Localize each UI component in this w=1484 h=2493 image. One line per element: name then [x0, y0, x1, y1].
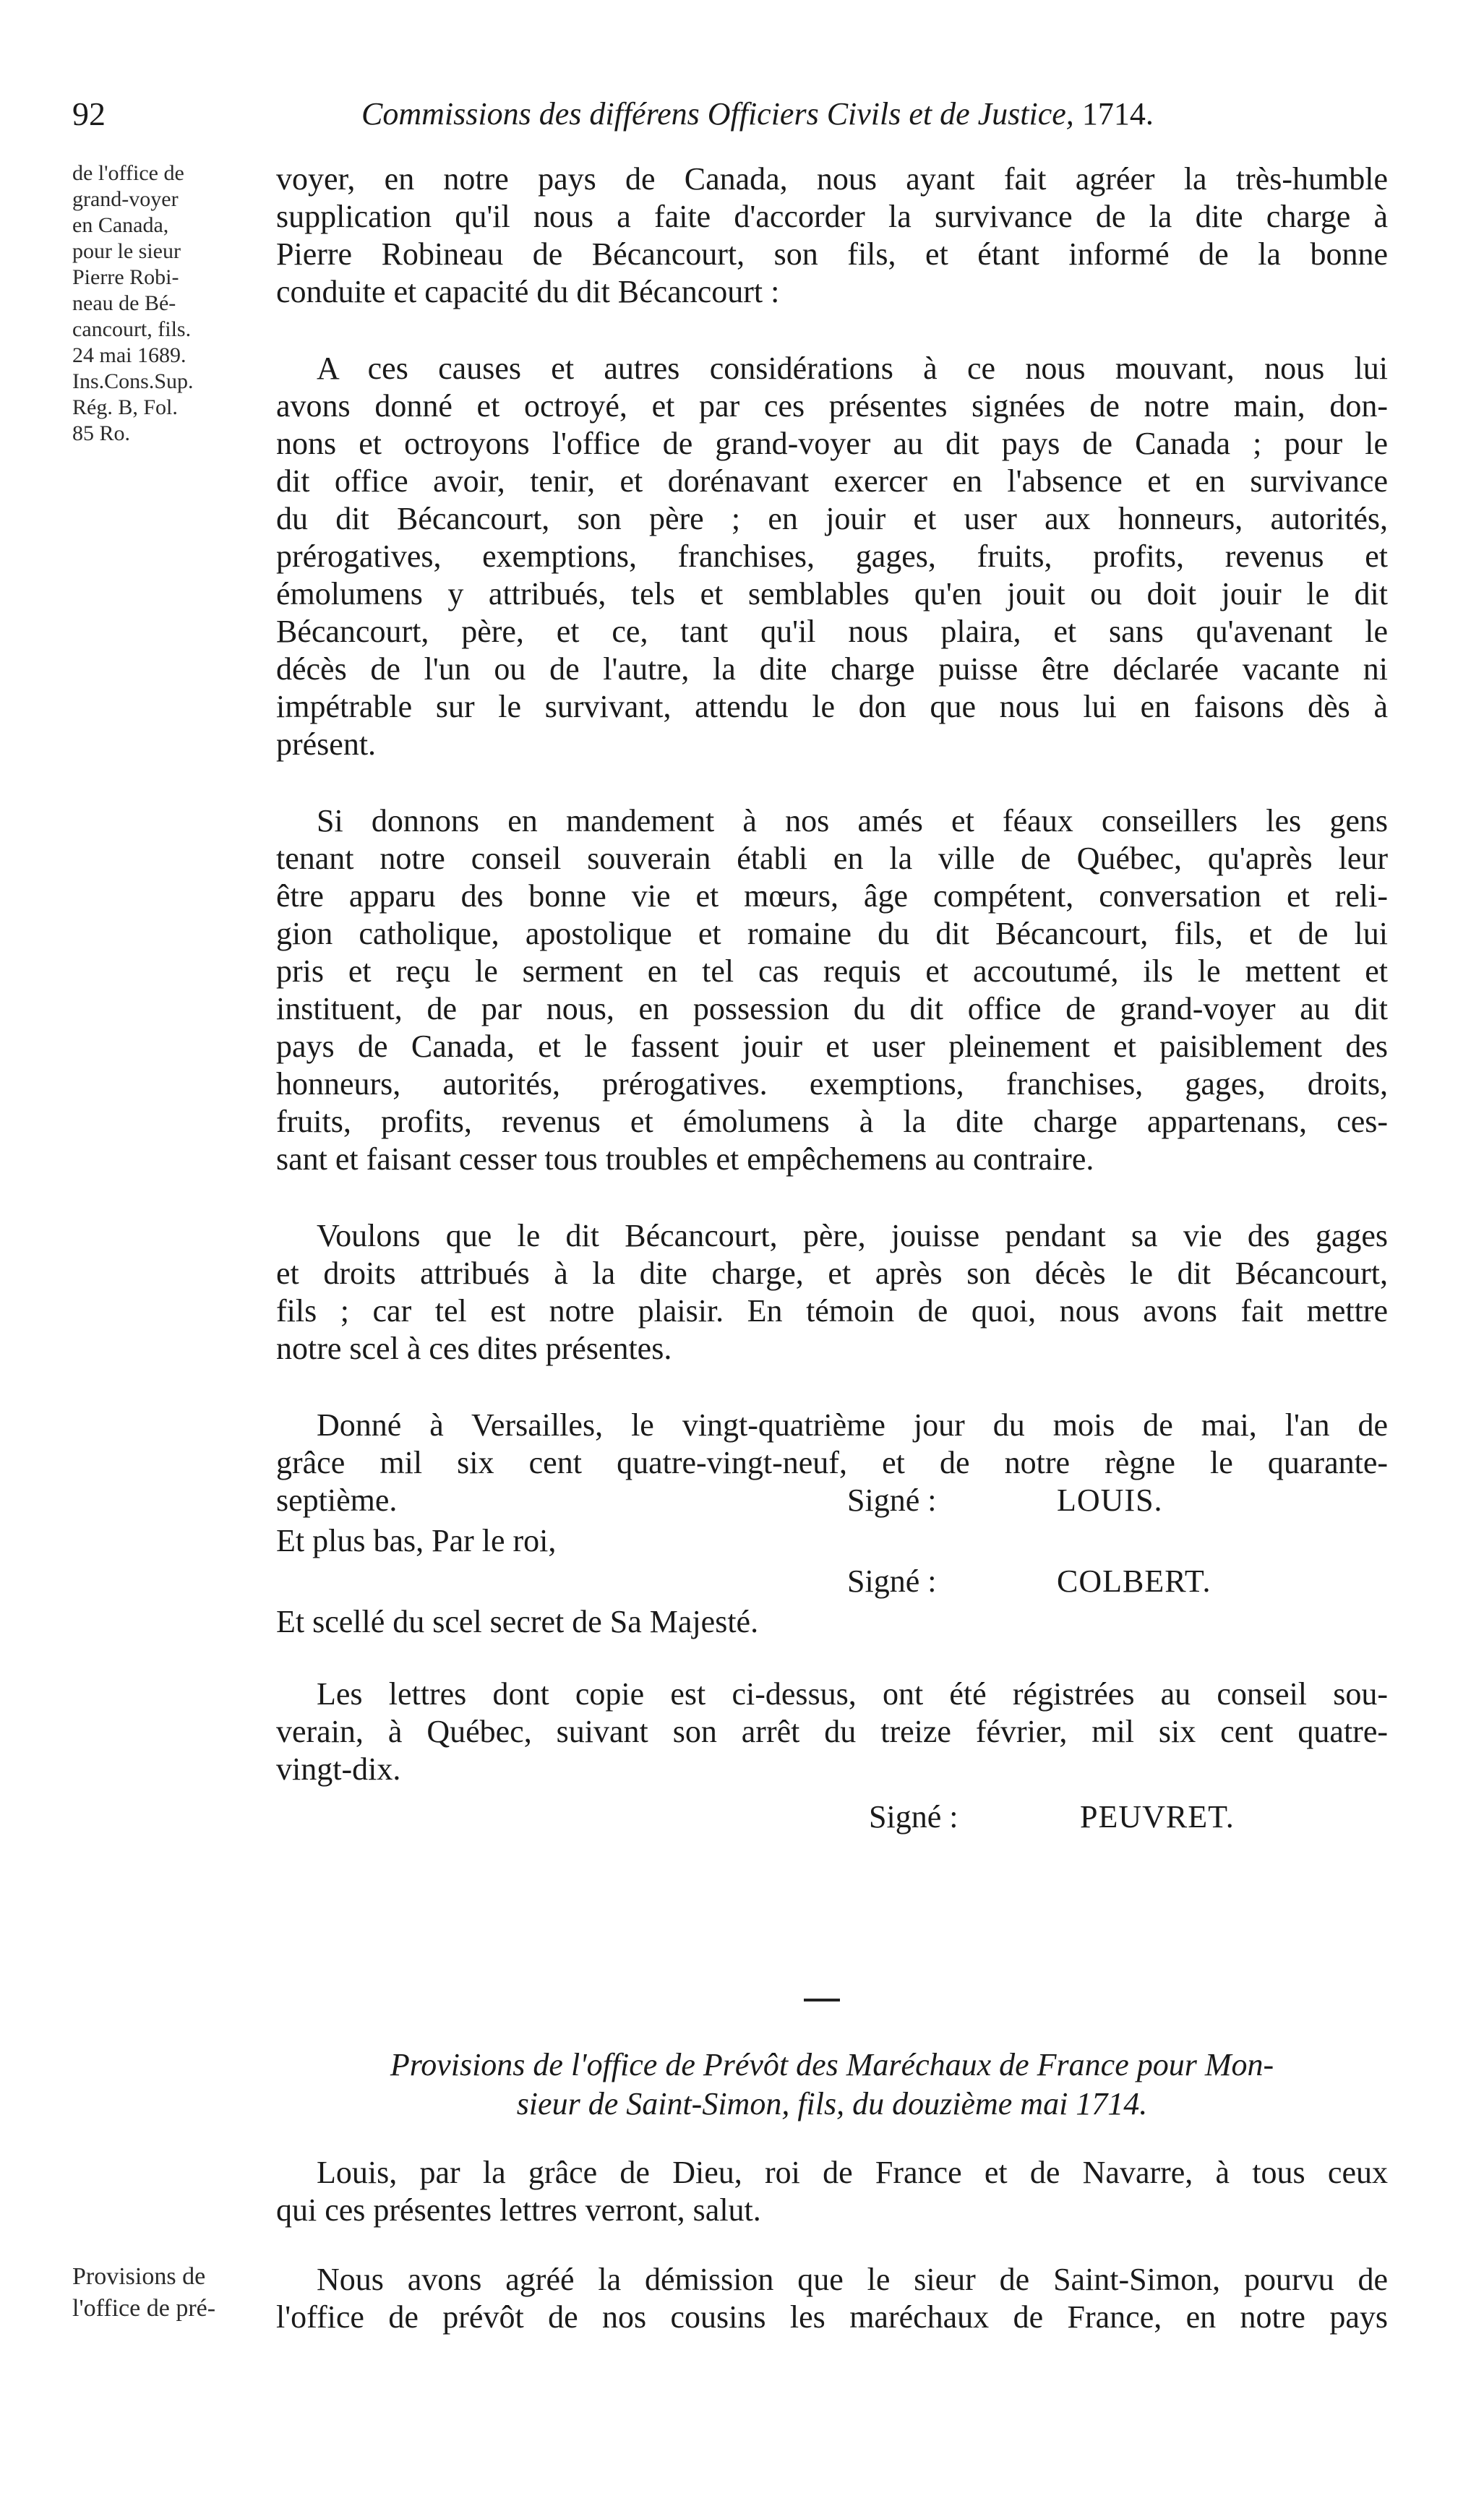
running-title-text: Commissions des différens Officiers Civils et de Justice,	[361, 96, 1074, 132]
text-line: verain, à Québec, suivant son arrêt du treize février, mil six cent quatre-	[276, 1714, 1388, 1749]
text-line: émolumens y attribués, tels et semblables qu'en jouit ou doit jouir le dit	[276, 576, 1388, 612]
text-line: et droits attribués à la dite charge, et après son décès le dit Bécancourt,	[276, 1256, 1388, 1291]
text-line: Les lettres dont copie est ci-dessus, ont été régistrées au conseil sou-	[317, 1676, 1388, 1712]
par-le-roi-line	[276, 1522, 1388, 1563]
text-line: dit office avoir, tenir, et dorénavant exercer en l'absence et en survivance	[276, 463, 1388, 499]
text-line: avons donné et octroyé, et par ces présentes signées de notre main, don-	[276, 388, 1388, 424]
paragraph-si-donnons	[276, 802, 1388, 1178]
text-line: gion catholique, apostolique et romaine du dit Bécancourt, fils, et de lui	[276, 916, 1388, 951]
text-line: fruits, profits, revenus et émolumens à la dite charge appartenans, ces-	[276, 1104, 1388, 1139]
signature-block	[276, 1482, 1388, 1644]
signature-name-peuvret: PEUVRET.	[1080, 1799, 1235, 1835]
text-line: notre scel à ces dites présentes.	[276, 1331, 672, 1366]
signature-label: Signé :	[847, 1483, 937, 1518]
text-line: A ces causes et autres considérations à ce nous mouvant, nous lui	[317, 351, 1388, 386]
page-number: 92	[72, 95, 106, 132]
text-line: fils ; car tel est notre plaisir. En témoin de quoi, nous avons fait mettre	[276, 1293, 1388, 1329]
text-line: septième.	[276, 1483, 398, 1518]
section-title	[276, 2046, 1388, 2124]
margin-note-line: 85 Ro.	[72, 421, 131, 445]
margin-note-line: Ins.Cons.Sup.	[72, 369, 194, 393]
text-line: honneurs, autorités, prérogatives. exemptions, franchises, gages, droits,	[276, 1066, 1388, 1102]
text-line: présent.	[276, 726, 377, 762]
text-line: tenant notre conseil souverain établi en la ville de Québec, qu'après leur	[276, 841, 1388, 876]
margin-note-line: Provisions de	[72, 2263, 206, 2290]
signature-line-louis	[276, 1482, 1388, 1522]
text-line: voyer, en notre pays de Canada, nous ayant fait agréer la très-humble	[276, 161, 1388, 197]
text-line: pris et reçu le serment en tel cas requis et accoutumé, ils le mettent et	[276, 953, 1388, 989]
text-line: qui ces présentes lettres verront, salut.	[276, 2192, 761, 2228]
text-line: Donné à Versailles, le vingt-quatrième jour du mois de mai, l'an de	[317, 1407, 1388, 1443]
running-title-year: 1714.	[1081, 96, 1154, 132]
text-line: du dit Bécancourt, son père ; en jouir et user aux honneurs, autorités,	[276, 501, 1388, 536]
scelle-text: Et scellé du scel secret de Sa Majesté.	[276, 1604, 759, 1639]
text-line: pays de Canada, et le fassent jouir et user pleinement et paisiblement des	[276, 1029, 1388, 1064]
final-column	[276, 2261, 1388, 2375]
running-title	[361, 93, 1154, 136]
paragraph-voulons	[276, 1217, 1388, 1368]
margin-note-line: 24 mai 1689.	[72, 343, 186, 367]
text-line: impétrable sur le survivant, attendu le don que nous lui en faisons dès à	[276, 689, 1388, 724]
signature-line-colbert	[276, 1563, 1388, 1603]
text-line: l'office de prévôt de nos cousins les maréchaux de France, en notre pays	[276, 2299, 1388, 2335]
margin-note-line: neau de Bé-	[72, 291, 176, 315]
paragraph-salutation	[276, 2154, 1388, 2229]
section-title-line: sieur de Saint-Simon, fils, du douzième mai 1714.	[516, 2086, 1148, 2121]
text-line: vingt-dix.	[276, 1751, 401, 1787]
scelle-line	[276, 1603, 1388, 1644]
signature-line-peuvret	[276, 1798, 1388, 1839]
text-line: décès de l'un ou de l'autre, la dite charge puisse être déclarée vacante ni	[276, 651, 1388, 687]
signature-name-colbert: COLBERT.	[1057, 1563, 1211, 1599]
margin-note-first	[72, 160, 275, 447]
text-line: sant et faisant cesser tous troubles et empêchemens au contraire.	[276, 1141, 1094, 1177]
margin-note-line: Rég. B, Fol.	[72, 395, 178, 419]
signature-label: Signé :	[869, 1799, 958, 1835]
section-title-line: Provisions de l'office de Prévôt des Maréchaux de France pour Mon-	[390, 2047, 1274, 2082]
text-line: grâce mil six cent quatre-vingt-neuf, et de notre règne le quarante-	[276, 1445, 1388, 1480]
salutation-column	[276, 2154, 1388, 2268]
text-line: conduite et capacité du dit Bécancourt :	[276, 274, 780, 309]
text-line: Voulons que le dit Bécancourt, père, jouisse pendant sa vie des gages	[317, 1218, 1388, 1253]
paragraph-continuation	[276, 160, 1388, 311]
text-line: Si donnons en mandement à nos amés et féaux conseillers les gens	[317, 803, 1388, 838]
text-line: nons et octroyons l'office de grand-voyer au dit pays de Canada ; pour le	[276, 426, 1388, 461]
signature-block-peuvret	[276, 1798, 1388, 1839]
text-line: Pierre Robineau de Bécancourt, son fils, et étant informé de la bonne	[276, 236, 1388, 272]
margin-note-line: l'office de pré-	[72, 2295, 216, 2322]
margin-note-line: cancourt, fils.	[72, 317, 192, 341]
signature-label: Signé :	[847, 1563, 937, 1599]
text-line: prérogatives, exemptions, franchises, gages, fruits, profits, revenus et	[276, 538, 1388, 574]
paragraph-registration	[276, 1675, 1388, 1788]
text-line: supplication qu'il nous a faite d'accorder la survivance de la dite charge à	[276, 199, 1388, 234]
paragraph-nous-avons-agree	[276, 2261, 1388, 2336]
margin-note-line: en Canada,	[72, 213, 169, 237]
text-line: Louis, par la grâce de Dieu, roi de France et de Navarre, à tous ceux	[317, 2155, 1388, 2190]
signature-name-louis: LOUIS.	[1057, 1483, 1163, 1518]
margin-note-line: de l'office de	[72, 161, 184, 185]
text-line: Nous avons agréé la démission que le sieur de Saint-Simon, pourvu de	[317, 2262, 1388, 2297]
page-header	[72, 93, 1373, 143]
main-text-column	[276, 160, 1388, 1558]
text-line: être apparu des bonne vie et mœurs, âge compétent, conversation et reli-	[276, 878, 1388, 914]
margin-note-line: Pierre Robi-	[72, 265, 179, 289]
margin-note-line: grand-voyer	[72, 187, 179, 211]
text-line: Bécancourt, père, et ce, tant qu'il nous plaira, et sans qu'avenant le	[276, 614, 1388, 649]
paragraph-a-ces-causes	[276, 350, 1388, 763]
par-le-roi-text: Et plus bas, Par le roi,	[276, 1523, 557, 1558]
margin-note-line: pour le sieur	[72, 239, 181, 263]
text-line: instituent, de par nous, en possession du dit office de grand-voyer au dit	[276, 991, 1388, 1026]
margin-note-second	[72, 2261, 275, 2325]
section-divider	[804, 1999, 840, 2001]
